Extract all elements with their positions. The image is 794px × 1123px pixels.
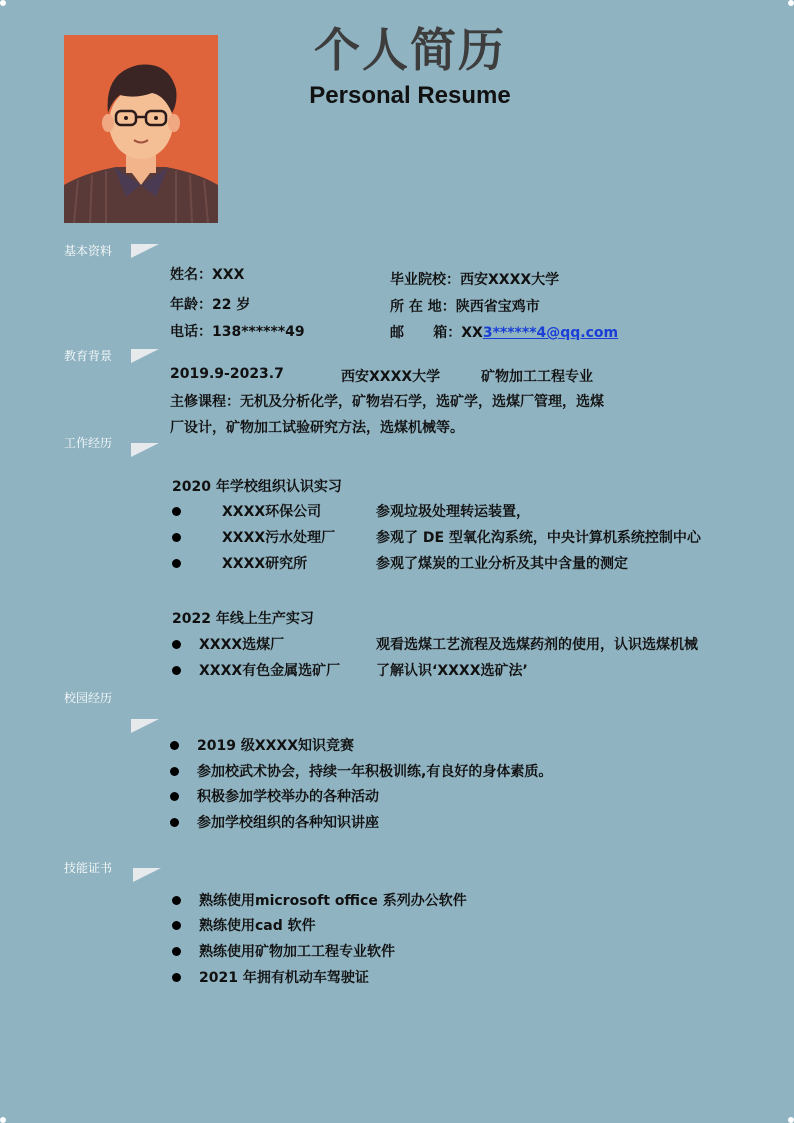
work-item-desc: 参观了煤炭的工业分析及其中含量的测定 <box>376 556 628 572</box>
bullet-dot <box>172 973 181 982</box>
edu-major: 矿物加工工程专业 <box>481 369 593 385</box>
section-flag-icon <box>131 349 159 363</box>
section-flag-icon <box>131 443 159 457</box>
bullet-dot <box>170 767 179 776</box>
bullet-dot <box>172 533 181 542</box>
bullet-dot <box>172 921 181 930</box>
corner-mark <box>788 1117 794 1123</box>
section-heading-work: 工作经历 <box>64 436 113 450</box>
section-heading-education: 教育背景 <box>64 349 113 363</box>
info-location: 所 在 地：陕西省宝鸡市 <box>390 299 540 315</box>
work-group1-title: 2020 年学校组织认识实习 <box>172 479 342 495</box>
section-heading-skills: 技能证书 <box>64 861 113 875</box>
work-item-org: XXXX有色金属选矿厂 <box>199 663 341 679</box>
bullet-dot <box>170 818 179 827</box>
work-item-org: XXXX选煤厂 <box>199 637 285 653</box>
edu-school: 西安XXXX大学 <box>341 369 441 385</box>
work-item-desc: 了解认识‘XXXX选矿法’ <box>376 663 528 679</box>
work-item-org: XXXX研究所 <box>222 556 308 572</box>
info-phone: 电话：138******49 <box>170 324 305 340</box>
work-item-org: XXXX污水处理厂 <box>222 530 336 546</box>
edu-period: 2019.9-2023.7 <box>170 366 284 382</box>
campus-item: 积极参加学校举办的各种活动 <box>197 789 379 805</box>
section-heading-campus: 校园经历 <box>64 691 113 705</box>
edu-courses-line2: 厂设计，矿物加工试验研究方法，选煤机械等。 <box>170 420 464 436</box>
info-school: 毕业院校：西安XXXX大学 <box>390 272 560 288</box>
bullet-dot <box>172 947 181 956</box>
bullet-dot <box>172 507 181 516</box>
skill-item: 熟练使用矿物加工工程专业软件 <box>199 944 395 960</box>
page-title-cn: 个人简历 <box>314 23 506 77</box>
corner-mark <box>0 0 6 6</box>
work-item-desc: 参观垃圾处理转运装置， <box>376 504 530 520</box>
work-group2-title: 2022 年线上生产实习 <box>172 611 314 627</box>
bullet-dot <box>170 741 179 750</box>
edu-courses-line1: 主修课程：无机及分析化学，矿物岩石学，选矿学，选煤厂管理，选煤 <box>170 394 604 410</box>
campus-item: 参加校武术协会，持续一年积极训练,有良好的身体素质。 <box>197 764 553 780</box>
bullet-dot <box>172 896 181 905</box>
avatar-illustration <box>64 35 218 223</box>
info-email <box>390 322 618 342</box>
bullet-dot <box>172 666 181 675</box>
info-name: 姓名：XXX <box>170 267 245 283</box>
skill-item: 熟练使用microsoft office 系列办公软件 <box>199 893 467 909</box>
campus-item: 参加学校组织的各种知识讲座 <box>197 815 379 831</box>
work-item-desc: 参观了 DE 型氧化沟系统，中央计算机系统控制中心 <box>376 530 701 546</box>
section-flag-icon <box>131 244 159 258</box>
section-flag-icon <box>131 719 159 733</box>
bullet-dot <box>172 640 181 649</box>
avatar-photo <box>64 35 218 223</box>
skill-item: 熟练使用cad 软件 <box>199 918 316 934</box>
email-prefix: XX <box>461 325 483 341</box>
section-flag-icon <box>133 868 161 882</box>
bullet-dot <box>170 792 179 801</box>
email-link[interactable]: 3******4@qq.com <box>482 325 619 341</box>
corner-mark <box>0 1117 6 1123</box>
email-label: 邮 箱： <box>390 325 462 341</box>
info-age: 年龄：22 岁 <box>170 297 251 313</box>
campus-item: 2019 级XXXX知识竞赛 <box>197 738 355 754</box>
page-title-en: Personal Resume <box>309 82 511 109</box>
section-heading-basic: 基本资料 <box>64 244 113 258</box>
bullet-dot <box>172 559 181 568</box>
work-item-org: XXXX环保公司 <box>222 504 322 520</box>
skill-item: 2021 年拥有机动车驾驶证 <box>199 970 369 986</box>
work-item-desc: 观看选煤工艺流程及选煤药剂的使用，认识选煤机械 <box>376 637 698 653</box>
corner-mark <box>788 0 794 6</box>
